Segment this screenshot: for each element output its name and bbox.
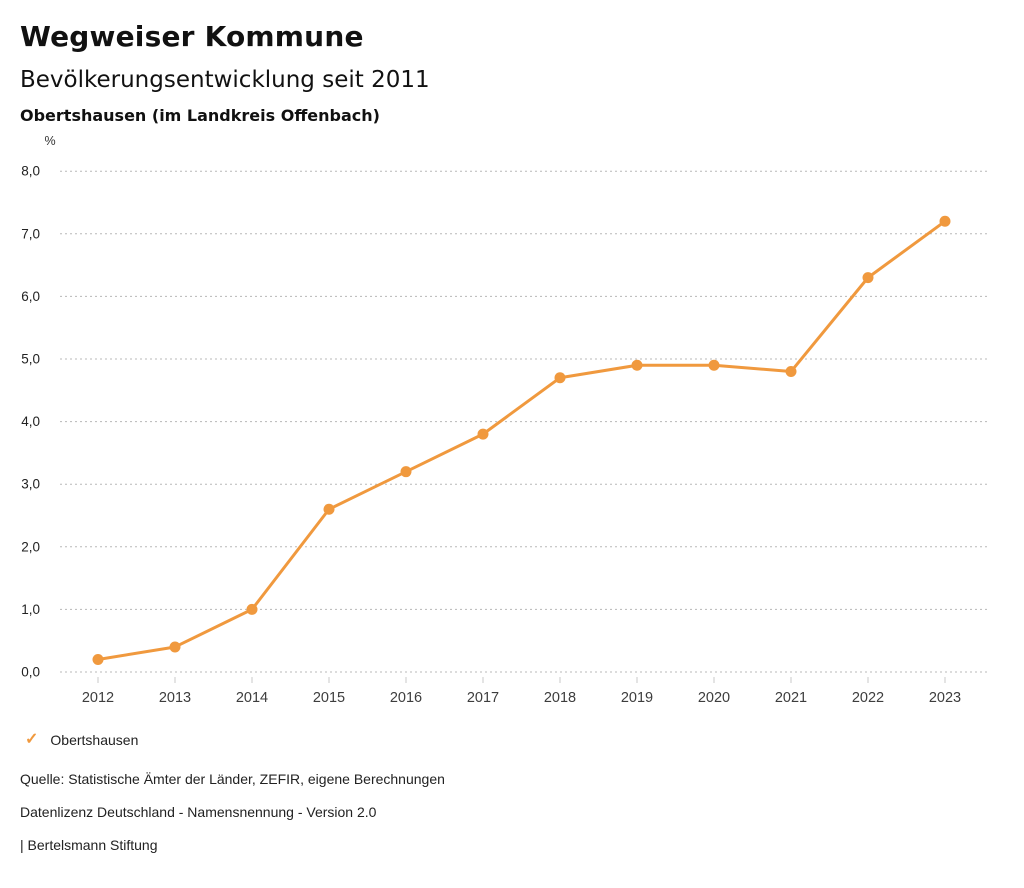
data-point[interactable] <box>478 429 489 440</box>
chart-area <box>0 125 1024 715</box>
y-axis-tick-label: 8,0 <box>21 163 40 179</box>
y-axis-tick-label: 0,0 <box>21 664 40 680</box>
x-axis-tick-label: 2021 <box>774 690 808 706</box>
population-line-chart <box>0 125 1024 715</box>
app-title: Wegweiser Kommune <box>20 20 364 53</box>
x-axis-tick-label: 2017 <box>466 690 500 706</box>
y-axis-tick-label: 5,0 <box>21 351 40 367</box>
check-icon: ✓ <box>25 731 39 748</box>
chart-title: Bevölkerungsentwicklung seit 2011 <box>20 67 430 93</box>
data-point[interactable] <box>93 654 104 665</box>
data-point[interactable] <box>401 466 412 477</box>
x-axis-tick-label: 2019 <box>620 690 654 706</box>
y-axis-tick-label: 2,0 <box>21 539 40 555</box>
y-axis-tick-label: 7,0 <box>21 226 40 242</box>
attribution-text: | Bertelsmann Stiftung <box>20 837 158 853</box>
legend-item-obertshausen[interactable]: Obertshausen <box>50 732 139 748</box>
footer <box>20 771 1024 853</box>
data-point[interactable] <box>786 366 797 377</box>
x-axis-tick-label: 2016 <box>389 690 423 706</box>
data-point[interactable] <box>555 372 566 383</box>
x-axis-tick-label: 2012 <box>81 690 115 706</box>
x-axis-tick-label: 2015 <box>312 690 346 706</box>
license-text: Datenlizenz Deutschland - Namensnennung - Version 2.0 <box>20 804 377 820</box>
x-axis-tick-label: 2020 <box>697 690 731 706</box>
chart-region-subtitle: Obertshausen (im Landkreis Offenbach) <box>20 106 380 125</box>
y-axis-unit-label: % <box>44 134 56 148</box>
y-axis-tick-label: 6,0 <box>21 288 40 304</box>
data-point[interactable] <box>170 641 181 652</box>
data-point[interactable] <box>863 272 874 283</box>
x-axis-tick-label: 2022 <box>851 690 885 706</box>
x-axis-tick-label: 2023 <box>928 690 962 706</box>
header <box>0 0 1024 125</box>
data-point[interactable] <box>324 504 335 515</box>
y-axis-tick-label: 3,0 <box>21 476 40 492</box>
data-point[interactable] <box>632 360 643 371</box>
x-axis-tick-label: 2018 <box>543 690 577 706</box>
data-point[interactable] <box>247 604 258 615</box>
y-axis-tick-label: 1,0 <box>21 601 40 617</box>
data-point[interactable] <box>940 216 951 227</box>
x-axis-tick-label: 2013 <box>158 690 192 706</box>
line-series-obertshausen <box>98 221 945 659</box>
legend <box>25 731 1024 749</box>
data-point[interactable] <box>709 360 720 371</box>
y-axis-tick-label: 4,0 <box>21 414 40 430</box>
x-axis-tick-label: 2014 <box>235 690 269 706</box>
source-text: Quelle: Statistische Ämter der Länder, ZEFIR, eigene Berechnungen <box>20 771 445 787</box>
